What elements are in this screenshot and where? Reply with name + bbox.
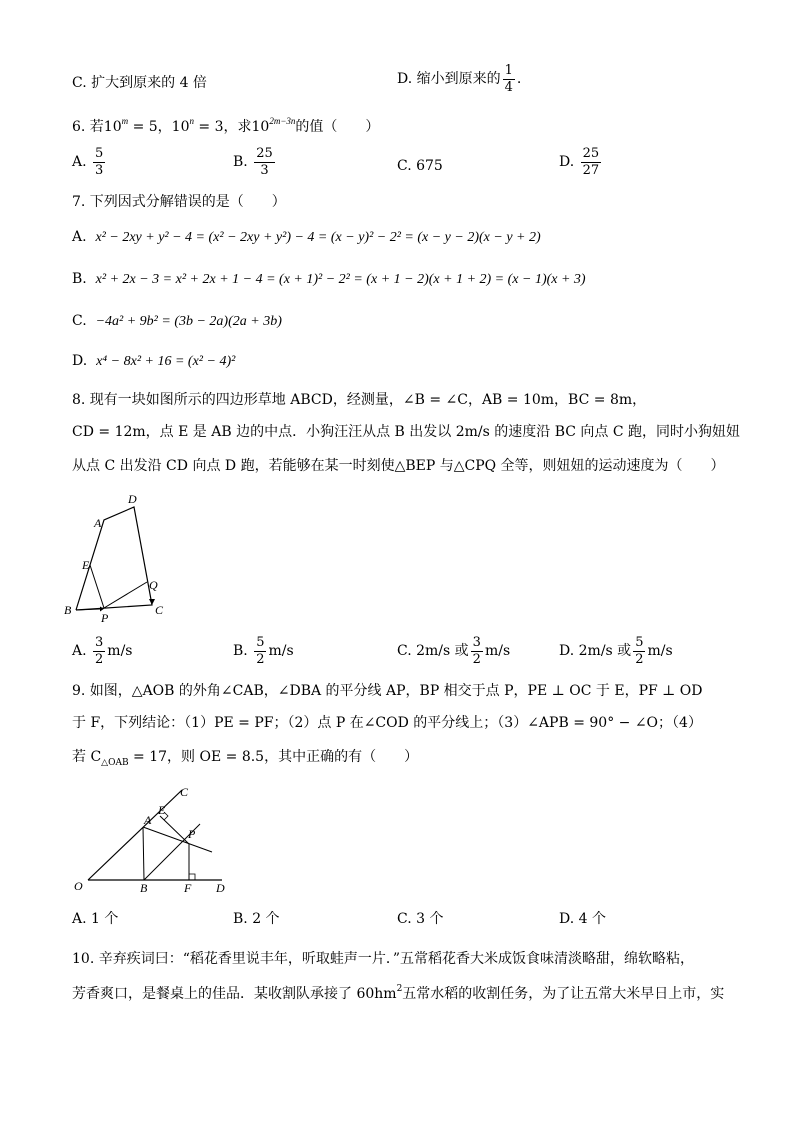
q9-line-1: 9. 如图，△AOB 的外角∠CAB，∠DBA 的平分线 AP，BP 相交于点 P，PE ⊥ OC 于 E，PF ⊥ OD [72, 683, 703, 699]
option-expression: x⁴ − 8x² + 16 = (x² − 4)² [96, 354, 236, 369]
q9-line-3 [72, 750, 418, 768]
option-label: D. [559, 643, 575, 660]
arrow-bp [76, 609, 100, 610]
fraction-denominator: 2 [635, 651, 644, 667]
fraction-numerator: 5 [635, 635, 644, 650]
option-unit: m/s [107, 643, 133, 660]
q6-exponent: 2m−3n [269, 116, 296, 126]
label-a: A [94, 516, 102, 530]
option-unit: m/s [647, 643, 673, 660]
option-label: A. [72, 154, 87, 171]
q8-option-b [233, 636, 294, 666]
option-fraction [581, 147, 602, 177]
q6-option-c: C. 675 [397, 158, 443, 174]
option-label: B. [72, 271, 87, 287]
option-fraction [633, 636, 645, 666]
option-label: B. [233, 643, 248, 660]
fraction-denominator: 2 [256, 651, 265, 667]
fraction-numerator: 25 [256, 146, 273, 161]
option-label: C. [397, 643, 412, 660]
q9-subscript: △OAB [101, 758, 129, 768]
q5-option-d [397, 64, 521, 94]
q10-superscript: 2 [396, 984, 403, 994]
q6-stem-part: = 3，求10 [193, 119, 270, 135]
q8-line-3: 从点 C 出发沿 CD 向点 D 跑，若能够在某一时刻使△BEP 与△CPQ 全等，则妞妞的运动速度为（ ） [72, 458, 725, 474]
fraction-denominator: 4 [504, 79, 513, 95]
fraction-numerator: 3 [472, 635, 481, 650]
option-expression: x² − 2xy + y² − 4 = (x² − 2xy + y²) − 4 = (x − y)² − 2² = (x − y − 2)(x − y + 2) [95, 230, 541, 245]
q9-angle-figure [70, 782, 240, 897]
label-o: O [74, 879, 83, 893]
fraction-numerator: 1 [504, 63, 513, 78]
option-label: C. [72, 313, 87, 329]
q7-stem: 7. 下列因式分解错误的是（ ） [72, 194, 286, 210]
option-label: B. [233, 154, 248, 171]
q6-option-a [72, 147, 107, 177]
q6-stem-part: = 5，10 [128, 119, 190, 135]
fraction-numerator: 25 [582, 146, 600, 161]
segment-ep [90, 565, 104, 608]
q8-line-2: CD = 12m，点 E 是 AB 边的中点．小狗汪汪从点 B 出发以 2m/s 的速度沿 BC 向点 C 跑，同时小狗妞妞 [72, 424, 741, 440]
q9-line-3-part: 若 C [72, 749, 102, 765]
q10-line-2 [72, 985, 724, 1001]
q9-line-2: 于 F，下列结论：（1）PE = PF；（2）点 P 在∠COD 的平分线上；（3）∠APB = 90° − ∠O；（4） [72, 715, 702, 731]
q6-stem-part: 6. 若10 [72, 119, 122, 135]
ray-oc [88, 790, 182, 880]
q9-line-3-part: = 17，则 OE = 8.5，其中正确的有（ ） [128, 749, 419, 765]
q8-option-a [72, 636, 132, 666]
option-label: D. [559, 154, 575, 171]
option-fraction [93, 147, 105, 177]
label-e: E [82, 558, 90, 572]
q8-option-c [397, 636, 510, 666]
q10-line-2-part: 芳香爽口，是餐桌上的佳品．某收割队承接了 60hm [72, 986, 397, 1002]
option-prefix: 2m/s 或 [416, 643, 469, 660]
q10-line-1: 10. 辛弃疾词曰：“稻花香里说丰年，听取蛙声一片．”五常稻花香大米成饭食味清淡略甜，绵软略粘， [72, 951, 695, 967]
q9-option-d: D. 4 个 [559, 911, 606, 927]
option-expression: x² + 2x − 3 = x² + 2x + 1 − 4 = (x + 1)² − 2² = (x + 1 − 2)(x + 1 + 2) = (x − 1)(x + 3) [95, 272, 586, 287]
label-d: D [128, 492, 137, 506]
q6-exponent: m [121, 116, 129, 126]
q9-option-c: C. 3 个 [397, 911, 444, 927]
option-fraction [93, 636, 105, 666]
fraction-denominator: 3 [95, 162, 104, 178]
q6-option-b [233, 147, 277, 177]
fraction-denominator: 2 [472, 651, 481, 667]
right-angle-mark [189, 874, 195, 880]
q7-option-d [72, 354, 235, 369]
q5-option-d-suffix: . [516, 71, 522, 88]
label-c: C [180, 785, 189, 799]
fraction-numerator: 5 [95, 146, 104, 161]
q8-line-1: 8. 现有一块如图所示的四边形草地 ABCD，经测量，∠B = ∠C，AB = 10m，BC = 8m， [72, 392, 647, 408]
fraction-denominator: 3 [260, 162, 269, 178]
option-fraction [254, 636, 266, 666]
fraction-numerator: 3 [95, 635, 104, 650]
label-q: Q [149, 578, 158, 592]
q7-option-c [72, 314, 282, 329]
label-e: E [158, 803, 166, 817]
label-b: B [64, 603, 72, 617]
label-c: C [155, 603, 164, 617]
option-label: A. [72, 229, 87, 245]
bisector-ap [143, 827, 212, 852]
option-label: D. [72, 353, 88, 369]
q6-stem [72, 117, 379, 134]
q5-option-d-prefix: D. 缩小到原来的 [397, 71, 501, 88]
option-fraction [254, 147, 275, 177]
q8-quadrilateral-figure [60, 488, 180, 623]
label-f: F [184, 881, 192, 895]
q9-option-b: B. 2 个 [233, 911, 280, 927]
q6-option-d [559, 147, 603, 177]
q9-option-a: A. 1 个 [72, 911, 119, 927]
option-fraction [471, 636, 483, 666]
segment-ab [143, 827, 144, 880]
segment-pq [104, 582, 147, 608]
q7-option-b [72, 272, 586, 287]
label-b: B [140, 881, 148, 895]
q5-option-d-fraction [503, 64, 515, 94]
fraction-denominator: 2 [95, 651, 104, 667]
option-unit: m/s [268, 643, 294, 660]
option-label: A. [72, 643, 87, 660]
option-unit: m/s [484, 643, 511, 660]
q5-option-c: C. 扩大到原来的 4 倍 [72, 75, 207, 91]
q10-line-2-part: 五常水稻的收割任务，为了让五常大米早日上市，实 [402, 986, 725, 1002]
q6-exponent: n [189, 116, 194, 126]
q7-option-a [72, 230, 541, 245]
label-d: D [216, 881, 225, 895]
option-expression: −4a² + 9b² = (3b − 2a)(2a + 3b) [95, 314, 282, 329]
fraction-denominator: 27 [582, 162, 600, 178]
label-p: P [101, 611, 109, 623]
label-a: A [144, 813, 152, 827]
label-p: P [188, 827, 196, 841]
q8-option-d [559, 636, 673, 666]
fraction-numerator: 5 [256, 635, 265, 650]
q6-stem-part: 的值（ ） [295, 119, 380, 135]
option-prefix: 2m/s 或 [578, 643, 632, 660]
